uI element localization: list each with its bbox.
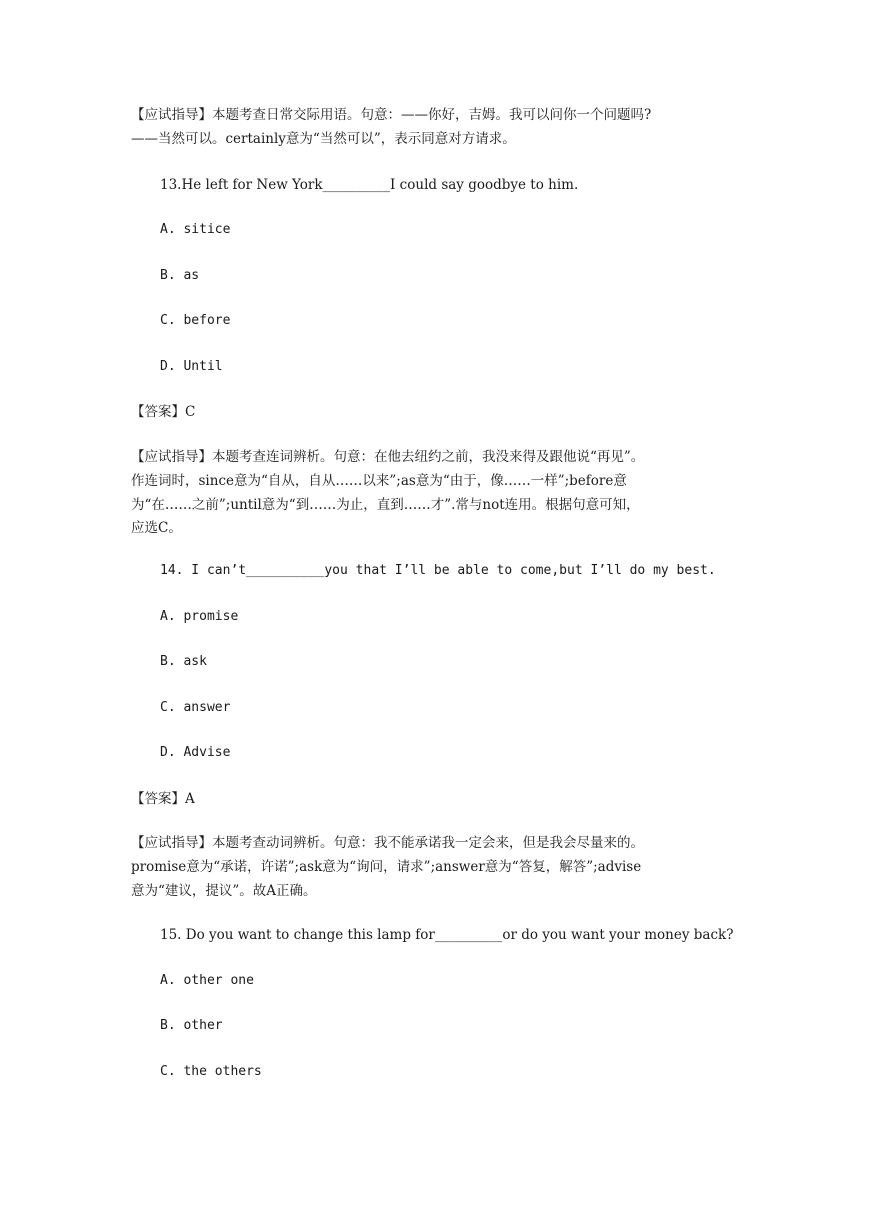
q13-option-c: C. before <box>160 313 231 328</box>
question-14: 14. I can’t__________you that I’ll be able to come,but I’ll do my best. <box>160 563 716 578</box>
q14-option-c: C. answer <box>160 700 231 715</box>
q14-option-b: B. ask <box>160 654 207 669</box>
q14-option-a: A. promise <box>160 609 239 624</box>
q13-option-a: A. sitice <box>160 222 231 237</box>
guide-text-q12-line2: ——当然可以。certainly意为“当然可以”，表示同意对方请求。 <box>131 131 516 147</box>
q13-option-b: B. as <box>160 268 200 283</box>
guide-text-q14-line3: 意为“建议，提议”。故A正确。 <box>131 883 317 899</box>
question-15: 15. Do you want to change this lamp for__________or do you want your money back? <box>160 927 734 943</box>
guide-text-q13-line2: 作连词时，since意为“自从，自从……以来”;as意为“由于，像……一样”;before意 <box>131 473 627 489</box>
guide-text-q13-line3: 为“在……之前”;until意为“到……为止，直到……才”.常与not连用。根据句意可知， <box>131 497 640 513</box>
guide-text-q14-line2: promise意为“承诺，许诺”;ask意为“询问，请求”;answer意为“答复，解答”;advise <box>131 859 642 875</box>
q14-option-d: D. Advise <box>160 745 231 760</box>
question-13: 13.He left for New York__________I could say goodbye to him. <box>160 177 579 193</box>
guide-text-q12-line1: 【应试指导】本题考查日常交际用语。句意：——你好，吉姆。我可以问你一个问题吗? <box>131 107 652 123</box>
guide-text-q13-line4: 应选C。 <box>131 520 182 536</box>
q15-option-c: C. the others <box>160 1064 262 1079</box>
answer-13: 【答案】C <box>131 404 196 420</box>
guide-text-q13-line1: 【应试指导】本题考查连词辨析。句意：在他去纽约之前，我没来得及跟他说“再见”。 <box>131 449 645 465</box>
answer-14: 【答案】A <box>131 791 195 807</box>
guide-text-q14-line1: 【应试指导】本题考查动词辨析。句意：我不能承诺我一定会来，但是我会尽量来的。 <box>131 835 644 851</box>
q15-option-a: A. other one <box>160 973 254 988</box>
q13-option-d: D. Until <box>160 359 223 374</box>
q15-option-b: B. other <box>160 1018 223 1033</box>
